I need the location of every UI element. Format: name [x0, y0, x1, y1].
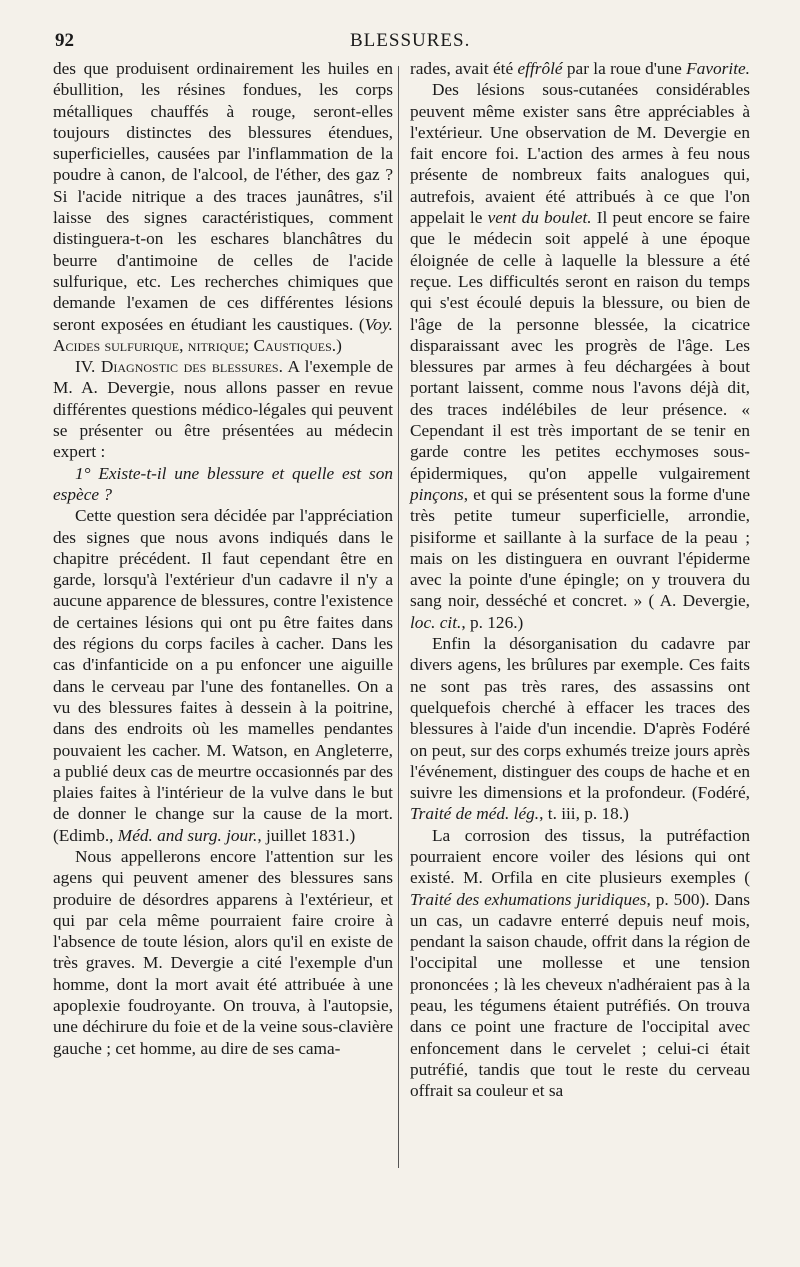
paragraph-agents: Nous appellerons encore l'attention sur les agens qui peuvent amener des blessures sans produire de désordres apparens à l'extérieur, et qui par cela même pourraient faire croire à l'absence de toute lésion, alors qu'il en existe de très graves. M. Devergie a cité l'exemple d'un homme, dont la mort avait été attribuée à une apoplexie foudroyante. On trouva, à l'autopsie, une déchirure du foie et de la veine sous-clavière gauche ; cet homme, au dire de ses cama- [53, 846, 393, 1058]
left-column [53, 58, 393, 1059]
question-heading: 1° Existe-t-il une blessure et quelle est son espèce ? [53, 463, 393, 504]
running-head: BLESSURES. [350, 30, 471, 51]
right-column [410, 58, 750, 1102]
page-number: 92 [55, 30, 74, 51]
paragraph-burns: des que produisent ordinairement les huiles en ébullition, les résines fondues, les corps métalliques chauffés à rouge, seront-elles toujours distinctes des blessures étendues, superficielles, causées par l'inflammation de la poudre à canon, de l'alcool, de l'éther, des gaz ? Si l'acide nitrique a des traces jaunâtres, s'il laisse des signes caractéristiques, comment distinguera-t-on les eschares blanchâtres du beurre d'antimoine de celles de l'acide sulfurique, etc. Les recherches chimiques que demande l'examen de ces différentes lésions seront exposées en étudiant les caustiques. (Voy. Acides sulfurique, nitrique; Caustiques.) [53, 59, 393, 355]
paragraph-question: Cette question sera décidée par l'appréciation des signes que nous avons indiqués dans le chapitre précédent. Il faut cependant être en garde, lorsqu'à l'extérieur d'un cadavre il n'y a aucune apparence de blessures, contre l'existence de certaines lésions qui ont pu être faites dans des régions du corps faciles à cacher. Dans les cas d'infanticide on a pu enfoncer une aiguille dans le cerveau par l'une des fontanelles. On a vu des blessures faites à dessein à la poitrine, dans des endroits où les mamelles pendantes pouvaient les cacher. M. Watson, en Angleterre, a publié deux cas de meurtre occasionnés par des plaies faites à l'intérieur de la vulve dans le but de donner le change sur la cause de la mort. (Edimb., Méd. and surg. jour., juillet 1831.) [53, 506, 393, 845]
paragraph-corrosion: La corrosion des tissus, la putréfaction pourraient encore voiler des lésions qui ont existé. M. Orfila en cite plusieurs exemples ( Traité des exhumations juridiques, p. 500). Dans un cas, un cadavre enterré depuis neuf mois, pendant la saison chaude, offrit dans la région de l'occipital une mollesse et une tension prononcées ; là les cheveux n'adhéraient pas à la peau, les tégumens étaient putréfiés. On trouva dans ce point une fracture de l'occipital avec enfoncement dans le cervelet ; celui-ci était putréfié, tandis que tout le reste du cerveau offrait sa couleur et sa [410, 825, 750, 1101]
column-divider [398, 66, 399, 1168]
paragraph-continuation: rades, avait été effrôlé par la roue d'une Favorite. [410, 59, 750, 78]
paragraph-diagnostic: IV. Diagnostic des blessures. A l'exemple de M. A. Devergie, nous allons passer en revue différentes questions médico-légales qui peuvent se présenter ou être présentées au médecin expert : [53, 357, 393, 462]
page-header [55, 30, 760, 60]
section-heading: IV. Diagnostic des blessures. [75, 357, 283, 377]
paragraph-subcutaneous: Des lésions sous-cutanées considérables peuvent même exister sans être appréciables à l'extérieur. Une observation de M. Devergie en fait encore foi. L'action des armes à feu nous présente de nombreux faits analogues qui, autrefois, avaient été attribués à ce que l'on appelait le vent du boulet. Il peut encore se faire que le médecin soit appelé à une époque éloignée de celle à laquelle la blessure a été reçue. Les difficultés seront en raison du temps qui s'est écoulé depuis la blessure, ou bien de l'âge de la personne blessée, la cicatrice disparaissant avec les progrès de l'âge. Les blessures par armes à feu déchargées à bout portant laissent, comme nous l'avons déjà dit, des traces indélébiles de leur présence. « Cependant il est très important de se tenir en garde contre les petites ecchymoses sous-épidermiques, qu'on appelle vulgairement pinçons, et qui se présentent sous la forme d'une très petite tumeur superficielle, arrondie, pisiforme et saillante à la surface de la peau ; mais on les distinguera en ouvrant l'épiderme avec la pointe d'une épingle; on y trouvera du sang noir, desséché et concret. » ( A. Devergie, loc. cit., p. 126.) [410, 80, 750, 632]
paragraph-disorganisation: Enfin la désorganisation du cadavre par divers agens, les brûlures par exemple. Ces faits ne sont pas très rares, des assassins ont quelquefois cherché à effacer les traces des blessures à l'aide d'un incendie. D'après Fodéré on peut, sur des corps exhumés treize jours après l'événement, distinguer des coups de hache et en suivre les dimensions et la profondeur. (Fodéré, Traité de méd. lég., t. iii, p. 18.) [410, 634, 750, 824]
